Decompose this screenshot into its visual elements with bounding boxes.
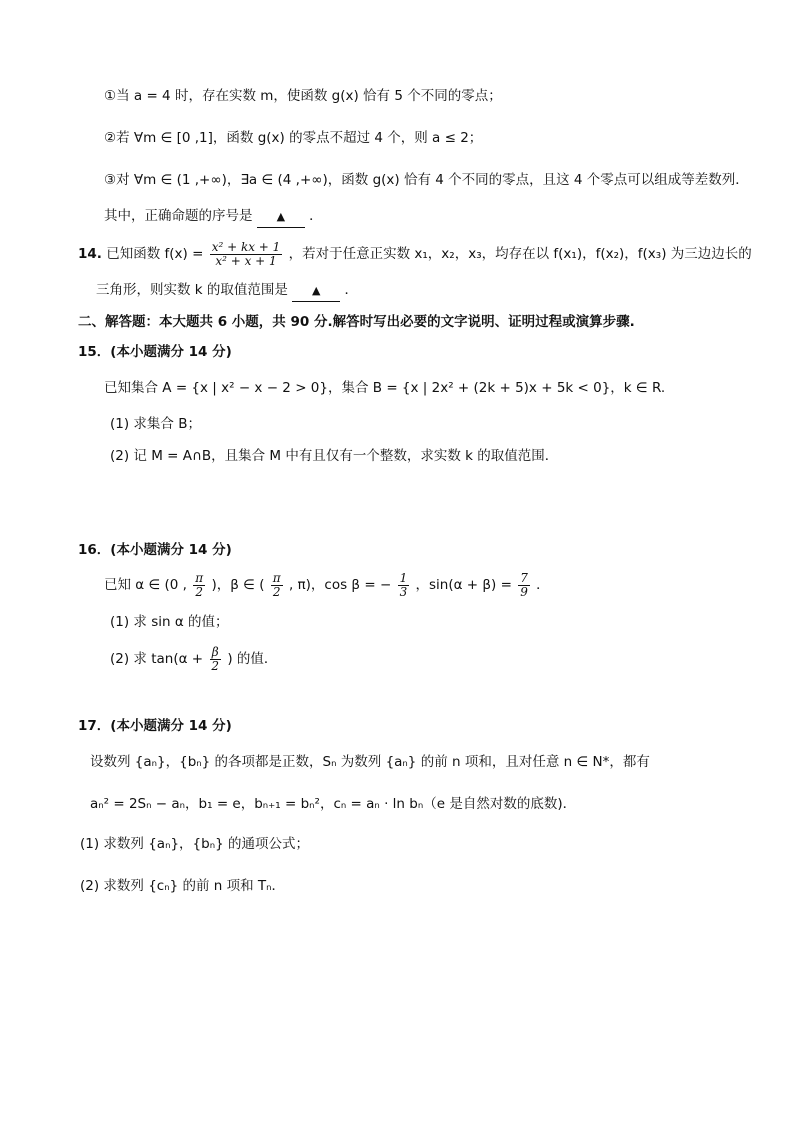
q13-statement-3: ③对 ∀m ∈ (1 ,+∞)，∃a ∈ (4 ,+∞)，函数 g(x) 恰有 4 个不同的零点，且这 4 个零点可以组成等差数列． xyxy=(104,172,749,188)
q16-fraction-1 xyxy=(193,572,205,599)
q15-heading-text: 15．(本小题满分 14 分) xyxy=(78,344,232,360)
fraction-numerator: x² + kx + 1 xyxy=(211,239,281,254)
triangle-marker-icon: ▲ xyxy=(276,210,286,223)
fraction-denominator: x² + x + 1 xyxy=(215,253,277,268)
q16-fraction-3 xyxy=(398,572,410,599)
triangle-marker-icon: ▲ xyxy=(311,284,321,297)
q16-heading-text: 16．(本小题满分 14 分) xyxy=(78,542,232,558)
fraction-numerator: β xyxy=(211,644,219,659)
q13-answer-prompt: 其中，正确命题的序号是 xyxy=(104,208,253,224)
q17-heading-text: 17．(本小题满分 14 分) xyxy=(78,718,232,734)
q16-fraction-4 xyxy=(518,572,530,599)
q17-part-1: (1) 求数列 {aₙ}，{bₙ} 的通项公式； xyxy=(80,836,309,852)
q15-part-1: (1) 求集合 B； xyxy=(110,416,201,432)
q16-given xyxy=(104,568,550,602)
q15-given: 已知集合 A = {x | x² − x − 2 > 0}，集合 B = {x | 2x² + (2k + 5)x + 5k < 0}，k ∈ R. xyxy=(104,380,666,396)
q14-text-c: 三角形，则实数 k 的取值范围是 xyxy=(96,282,288,298)
q14-text-a: 已知函数 f(x) = xyxy=(106,246,204,262)
fraction-denominator: 2 xyxy=(272,584,281,599)
fraction-numerator: π xyxy=(195,570,204,585)
fraction-numerator: 7 xyxy=(520,570,528,585)
q14-line-2 xyxy=(96,280,358,302)
fraction-numerator: π xyxy=(272,570,281,585)
q16-text-1: 已知 α ∈ (0 , xyxy=(104,577,187,593)
q16-text-2: )，β ∈ ( xyxy=(211,577,265,593)
question-number: 14. xyxy=(78,246,102,262)
q13-statement-2: ②若 ∀m ∈ [0 ,1]，函数 g(x) 的零点不超过 4 个，则 a ≤ 2； xyxy=(104,130,483,146)
q15-heading xyxy=(78,342,232,362)
q16-text-5: ． xyxy=(536,577,550,593)
q16-text-3: , π)，cos β = − xyxy=(288,577,392,593)
answer-blank[interactable] xyxy=(292,280,340,302)
q17-heading xyxy=(78,716,232,736)
fraction-denominator: 9 xyxy=(520,584,528,599)
fraction-denominator: 2 xyxy=(211,658,220,673)
q17-part-2: (2) 求数列 {cₙ} 的前 n 项和 Tₙ． xyxy=(80,878,286,894)
q16-fraction-2 xyxy=(271,572,283,599)
q14-text-b: ，若对于任意正实数 x₁，x₂，x₃，均存在以 f(x₁)，f(x₂)，f(x₃) 为三边边长的 xyxy=(288,246,752,262)
q16-text-4: ，sin(α + β) = xyxy=(415,577,512,593)
q14-fraction xyxy=(210,241,283,268)
fraction-numerator: 1 xyxy=(399,570,408,585)
q16-part-2-text-a: (2) 求 tan(α + xyxy=(110,651,204,667)
q16-part-2 xyxy=(110,642,277,676)
q13-statement-1: ①当 a = 4 时，存在实数 m，使函数 g(x) 恰有 5 个不同的零点； xyxy=(104,88,502,104)
fraction-denominator: 2 xyxy=(195,584,204,599)
period: ． xyxy=(309,208,323,224)
q17-given-1: 设数列 {aₙ}，{bₙ} 的各项都是正数，Sₙ 为数列 {aₙ} 的前 n 项和，且对任意 n ∈ N*，都有 xyxy=(90,754,650,770)
answer-blank[interactable] xyxy=(257,206,305,228)
q13-answer-line xyxy=(104,206,323,228)
q16-part-1: (1) 求 sin α 的值； xyxy=(110,614,229,630)
fraction-denominator: 3 xyxy=(399,584,408,599)
q16-fraction-5 xyxy=(209,646,221,673)
q16-heading xyxy=(78,540,232,560)
q17-given-2: aₙ² = 2Sₙ − aₙ，b₁ = e，bₙ₊₁ = bₙ²，cₙ = aₙ · ln bₙ（e 是自然对数的底数)． xyxy=(90,796,577,812)
q15-part-2: (2) 记 M = A∩B，且集合 M 中有且仅有一个整数，求实数 k 的取值范围． xyxy=(110,448,559,464)
period: ． xyxy=(344,282,358,298)
section-heading: 二、解答题：本大题共 6 小题，共 90 分.解答时写出必要的文字说明、证明过程或演算步骤. xyxy=(78,314,635,330)
q16-part-2-text-b: ) 的值． xyxy=(227,651,278,667)
q14-line-1 xyxy=(78,238,752,270)
